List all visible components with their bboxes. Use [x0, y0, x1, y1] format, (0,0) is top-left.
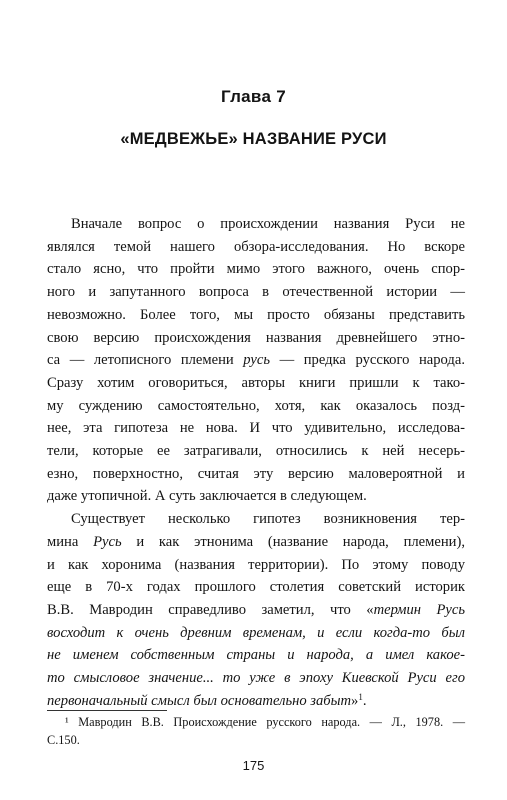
- line-text: — предка русского народа.: [270, 352, 465, 369]
- text-line: [47, 349, 465, 372]
- text-line: [47, 531, 465, 554]
- text-line: [47, 599, 465, 622]
- footnote-marker: 1: [358, 691, 363, 702]
- line-text: Сразу хотим оговориться, авторы книги пришли к тако-: [47, 374, 465, 391]
- footnote-line: [47, 714, 465, 732]
- italic-text: то смысловое значение... то уже в эпоху Киевской Руси его: [47, 670, 465, 687]
- text-line: [47, 417, 465, 440]
- footnote-line: [47, 732, 465, 750]
- text-line: [47, 236, 465, 259]
- chapter-title: «МЕДВЕЖЬЕ» НАЗВАНИЕ РУСИ: [120, 130, 387, 148]
- line-text: В.В. Мавродин справедливо заметил, что «: [47, 601, 374, 618]
- line-text: нее, эта гипотеза не нова. И что удивительно, исследова-: [47, 420, 465, 437]
- line-text: ного и запутанного вопроса в отечественной истории —: [47, 284, 465, 301]
- line-text: стало ясно, что пройти мимо этого важного, очень спор-: [47, 261, 465, 278]
- italic-text: Русь: [93, 533, 122, 550]
- text-line: [47, 508, 465, 531]
- line-text: мина: [47, 533, 94, 550]
- text-line: [47, 440, 465, 463]
- text-line: [47, 576, 465, 599]
- line-text: езно, поверхностно, считая эту версию маловероятной и: [47, 465, 465, 482]
- line-text: С.150.: [47, 732, 80, 747]
- line-text: еще в 70-х годах прошлого столетия советский историк: [47, 579, 465, 596]
- line-text: .: [362, 692, 367, 709]
- text-line: [47, 281, 465, 304]
- text-line: [47, 485, 465, 508]
- italic-text: термин Русь: [373, 601, 465, 618]
- line-text: Существует несколько гипотез возникновения тер-: [71, 511, 465, 528]
- footnote-divider: [47, 710, 167, 711]
- italic-text: не именем собственным страны и народа, а имел какое-: [47, 647, 465, 664]
- line-text: »: [351, 692, 359, 709]
- paragraph: [47, 213, 465, 508]
- line-text: и как хоронима (названия территории). По этому поводу: [47, 556, 465, 573]
- line-text: и как этнонима (название народа, племени),: [121, 533, 465, 550]
- paragraph: [47, 508, 465, 712]
- line-text: му суждению самостоятельно, хотя, как оказалось позд-: [47, 397, 465, 414]
- chapter-number: Глава 7: [220, 87, 286, 106]
- text-line: [47, 304, 465, 327]
- line-text: свою версию происхождения названия древнейшего этно-: [47, 329, 465, 346]
- italic-text: русь: [243, 352, 270, 369]
- footnote: [47, 714, 465, 749]
- page-number: 175: [242, 758, 265, 773]
- line-text: Вначале вопрос о происхождении названия Руси не: [71, 216, 465, 232]
- text-line: [47, 554, 465, 577]
- italic-text: восходит к очень древним временам, и если когда-то был: [47, 624, 465, 641]
- text-line: [47, 463, 465, 486]
- text-line: [47, 213, 465, 236]
- line-text: даже утопичной. А суть заключается в следующем.: [47, 488, 367, 505]
- line-text: тели, которые ее затрагивали, относились к ней несерь-: [47, 443, 465, 460]
- text-line: [47, 258, 465, 281]
- text-line: [47, 327, 465, 350]
- text-line: [47, 622, 465, 645]
- line-text: са — летописного племени: [47, 352, 244, 369]
- text-line: [47, 372, 465, 395]
- line-text: являлся темой нашего обзора-исследования. Но вскоре: [47, 238, 465, 255]
- text-line: [47, 395, 465, 418]
- italic-text: первоначальный смысл был основательно забыт: [47, 692, 352, 709]
- line-text: ¹ Мавродин В.В. Происхождение русского народа. — Л., 1978. —: [65, 715, 465, 729]
- text-line: [47, 644, 465, 667]
- text-line: [47, 667, 465, 690]
- line-text: невозможно. Более того, мы просто обязаны представить: [47, 306, 465, 323]
- body-text: [47, 213, 465, 712]
